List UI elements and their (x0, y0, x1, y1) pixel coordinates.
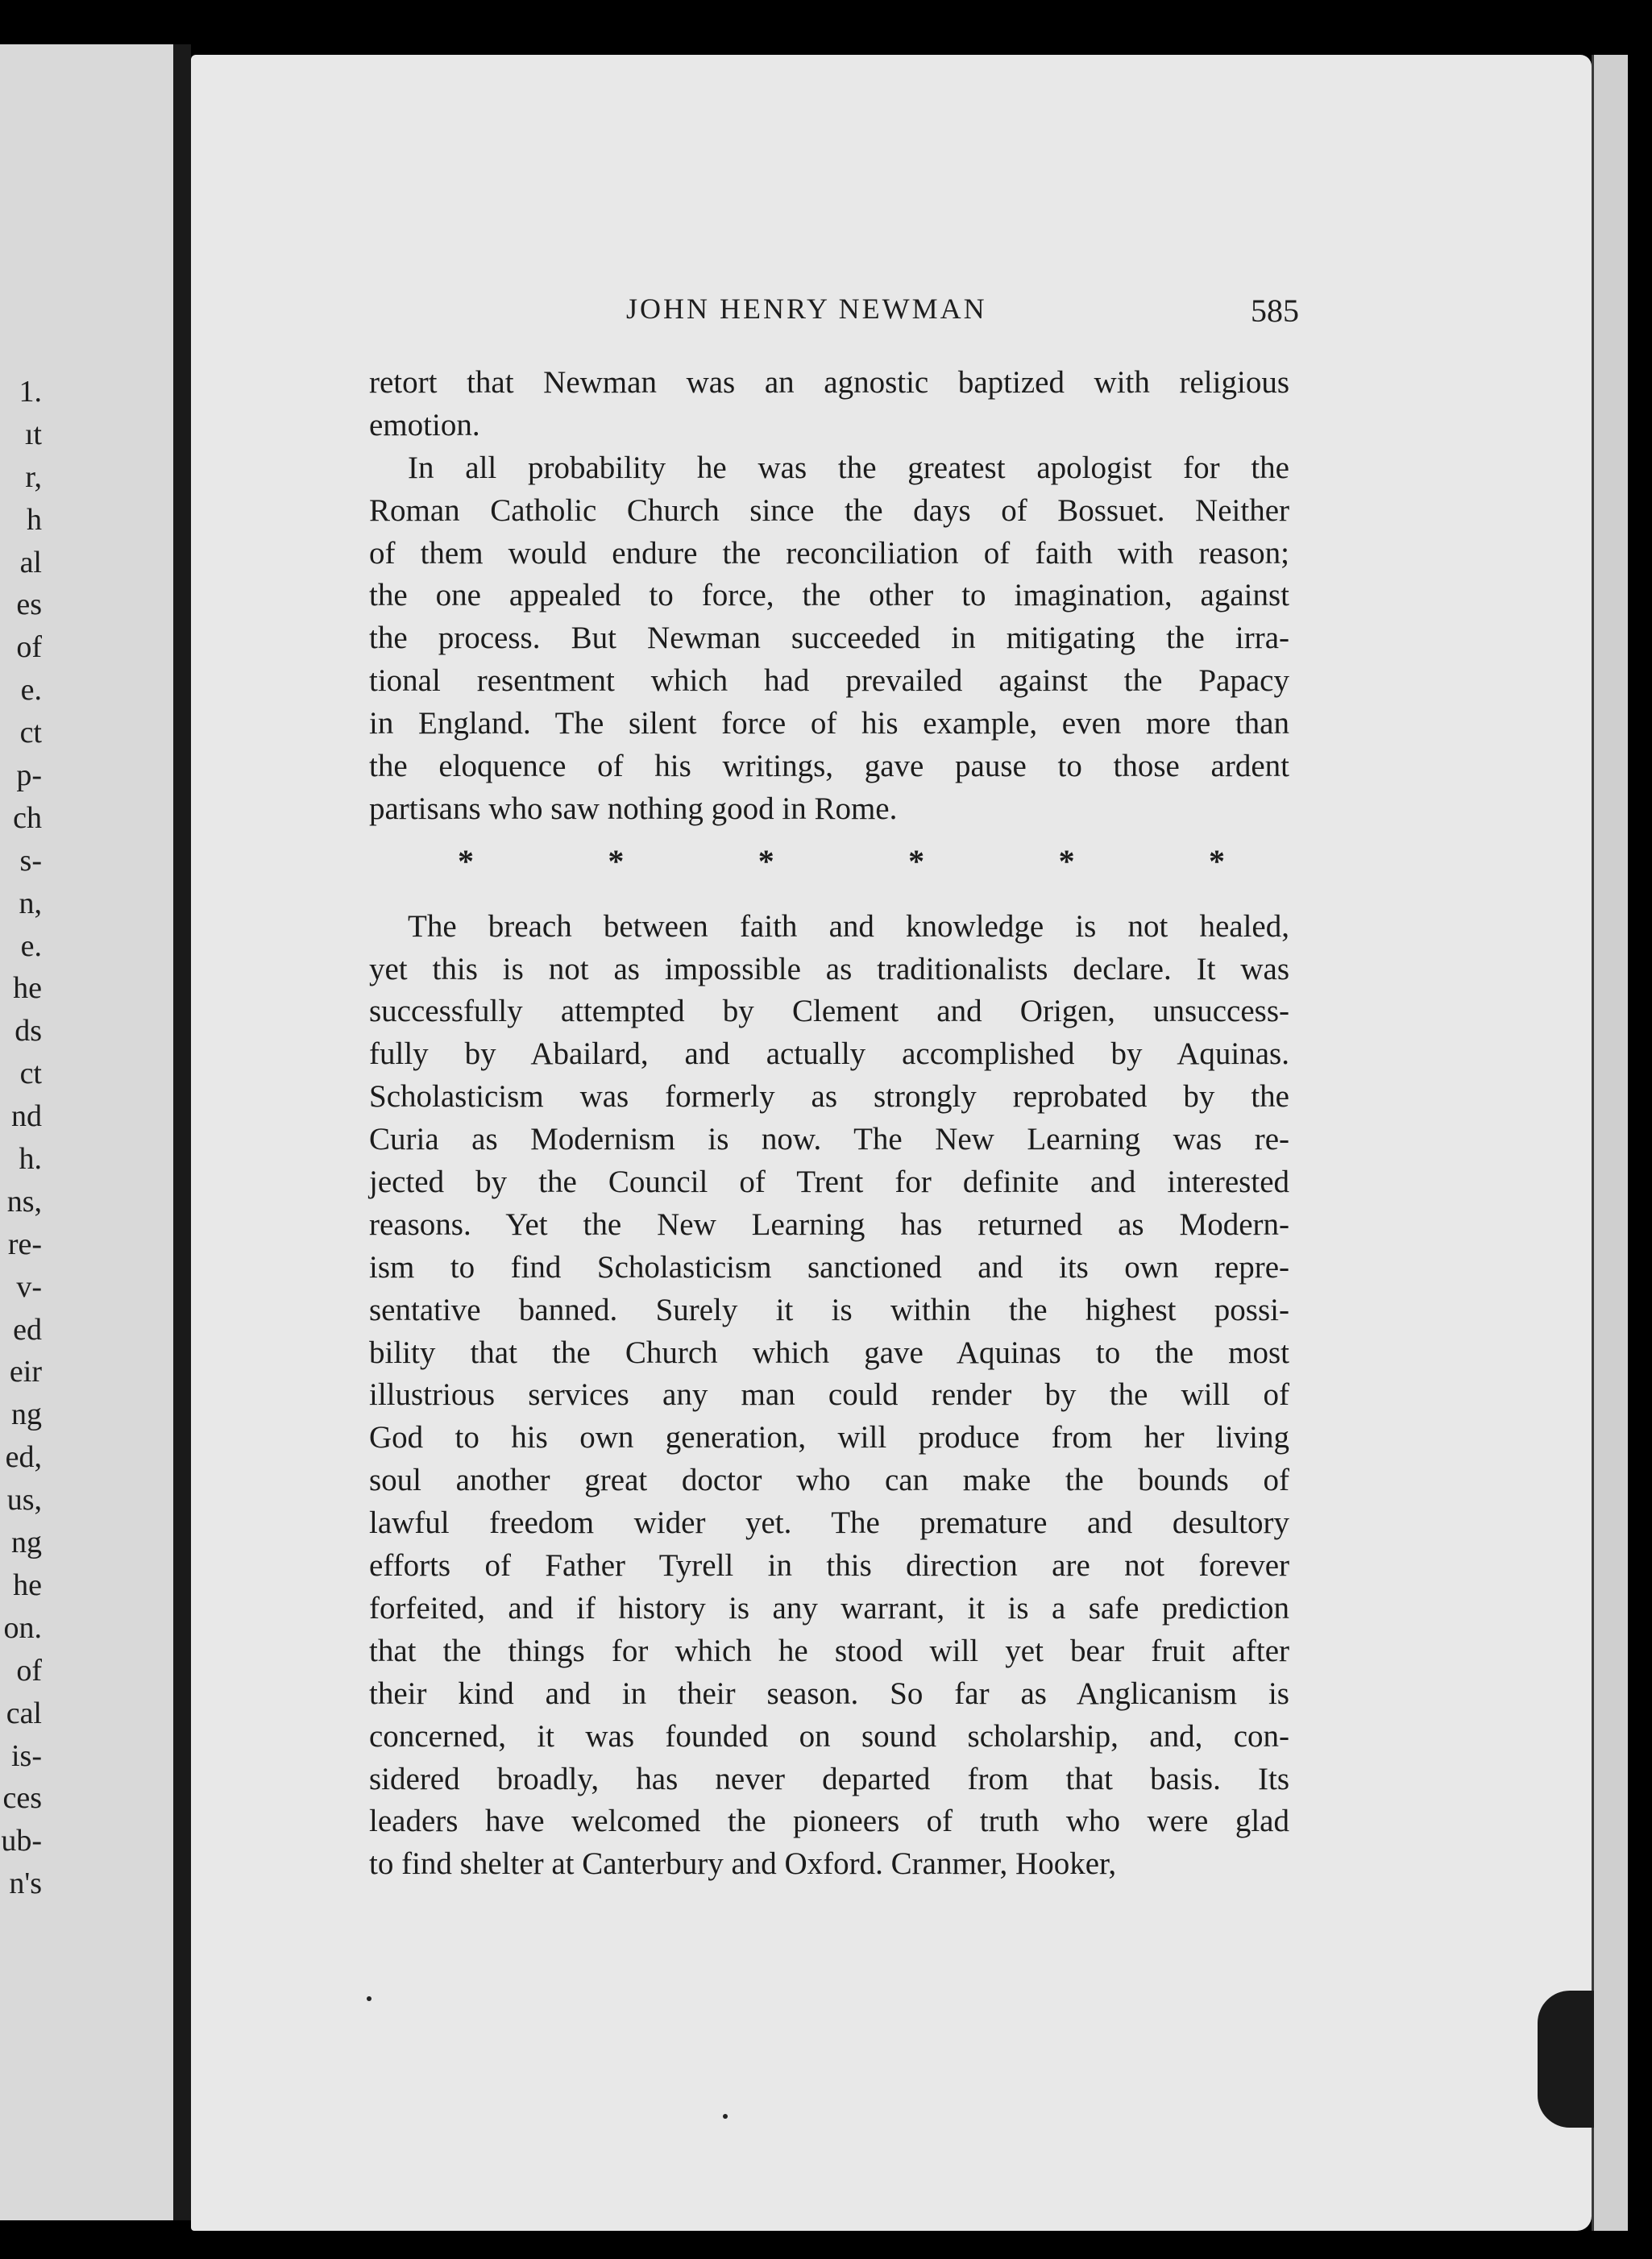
text-line: the one appealed to force, the other to imagination, against (369, 578, 1289, 613)
paragraph-3 (369, 906, 1289, 1886)
page-header (626, 292, 1299, 332)
text-line: illustrious services any man could render by the will of (369, 1377, 1289, 1413)
text-line: efforts of Father Tyrell in this direction are not forever (369, 1548, 1289, 1584)
facing-line-fragment: ıt (24, 417, 42, 451)
star-mark: * (1058, 842, 1075, 879)
facing-line-fragment: eir (9, 1355, 42, 1389)
facing-line-fragment: r, (25, 459, 42, 494)
facing-line-fragment: of (16, 1653, 42, 1688)
page-number: 585 (1251, 293, 1299, 329)
text-line: leaders have welcomed the pioneers of truth who were glad (369, 1804, 1289, 1839)
facing-line-fragment: ct (19, 716, 42, 750)
text-line: of them would endure the reconciliation of faith with reason; (369, 535, 1289, 571)
facing-line-fragment: is- (11, 1738, 42, 1773)
facing-page-line-endings (0, 371, 42, 1905)
text-line: retort that Newman was an agnostic baptized with religious (369, 365, 1289, 400)
text-line: The breach between faith and knowledge is not healed, (408, 908, 1289, 944)
facing-line-fragment: es (16, 588, 42, 622)
text-line: jected by the Council of Trent for definite and interested (369, 1165, 1289, 1200)
text-line: In all probability he was the greatest apologist for the (408, 450, 1289, 485)
text-line: partisans who saw nothing good in Rome. (369, 791, 898, 826)
facing-line-fragment: ng (11, 1397, 42, 1432)
facing-line-fragment: e. (20, 673, 42, 708)
facing-line-fragment: n's (9, 1867, 42, 1901)
facing-line-fragment: ns, (6, 1184, 42, 1219)
star-mark: * (908, 842, 925, 879)
text-line: lawful freedom wider yet. The premature and desultory (369, 1505, 1289, 1541)
facing-line-fragment: ng (11, 1526, 42, 1560)
page-edge (1592, 55, 1628, 2231)
star-mark: * (458, 842, 474, 879)
text-line: Curia as Modernism is now. The New Learning was re- (369, 1122, 1289, 1157)
star-mark: * (1208, 842, 1225, 879)
facing-line-fragment: re- (7, 1227, 42, 1261)
text-line: successfully attempted by Clement and Origen, unsuccess- (369, 994, 1289, 1029)
text-line: Scholasticism was formerly as strongly reprobated by the (369, 1079, 1289, 1115)
text-line: reasons. Yet the New Learning has returned as Modern- (369, 1206, 1289, 1242)
text-line: Roman Catholic Church since the days of Bossuet. Neither (369, 492, 1289, 528)
facing-line-fragment: h (27, 502, 42, 537)
text-line: in England. The silent force of his example, even more than (369, 706, 1289, 741)
text-line: to find shelter at Canterbury and Oxford. Cranmer, Hooker, (369, 1846, 1117, 1882)
text-line: yet this is not as impossible as traditionalists declare. It was (369, 951, 1289, 986)
facing-line-fragment: ed, (5, 1440, 42, 1475)
facing-line-fragment: ed (13, 1312, 42, 1347)
text-line: forfeited, and if history is any warrant, it is a safe prediction (369, 1590, 1289, 1626)
facing-line-fragment: nd (11, 1099, 42, 1134)
facing-line-fragment: ces (2, 1781, 42, 1816)
text-line: sidered broadly, has never departed from that basis. Its (369, 1761, 1289, 1796)
text-line: concerned, it was founded on sound scholarship, and, con- (369, 1718, 1289, 1754)
facing-line-fragment: n, (19, 886, 42, 920)
text-line: soul another great doctor who can make the bounds of (369, 1463, 1289, 1498)
text-line: the process. But Newman succeeded in mitigating the irra- (369, 621, 1289, 656)
facing-line-fragment: p- (16, 758, 42, 793)
facing-line-fragment: v- (16, 1269, 42, 1304)
text-line: sentative banned. Surely it is within the highest possi- (369, 1292, 1289, 1327)
facing-line-fragment: us, (6, 1483, 42, 1518)
text-line: emotion. (369, 407, 480, 442)
star-mark: * (758, 842, 774, 879)
facing-line-fragment: cal (6, 1696, 42, 1730)
running-title: JOHN HENRY NEWMAN (626, 293, 987, 325)
text-line: their kind and in their season. So far as Anglicanism is (369, 1676, 1289, 1711)
text-line: that the things for which he stood will yet bear fruit after (369, 1633, 1289, 1668)
speck (723, 2114, 728, 2119)
text-line: bility that the Church which gave Aquinas to the most (369, 1335, 1289, 1370)
facing-line-fragment: ds (15, 1014, 42, 1049)
facing-line-fragment: s- (19, 843, 42, 878)
body-text (369, 362, 1289, 1886)
facing-line-fragment: ct (19, 1057, 42, 1091)
facing-line-fragment: e. (20, 928, 42, 963)
text-line: ism to find Scholasticism sanctioned and its own repre- (369, 1249, 1289, 1285)
speck (367, 1996, 371, 2001)
text-line: tional resentment which had prevailed against the Papacy (369, 663, 1289, 699)
star-mark: * (608, 842, 625, 879)
section-break (369, 841, 1289, 883)
facing-line-fragment: he (13, 1568, 42, 1602)
facing-page (0, 44, 191, 2220)
facing-line-fragment: ch (13, 800, 42, 835)
facing-line-fragment: he (13, 971, 42, 1006)
facing-line-fragment: 1. (19, 375, 42, 409)
facing-line-fragment: on. (3, 1610, 42, 1645)
facing-line-fragment: of (16, 630, 42, 665)
paragraph-2 (369, 447, 1289, 831)
text-line: fully by Abailard, and actually accomplished by Aquinas. (369, 1036, 1289, 1072)
binding-shadow (1538, 1991, 1594, 2128)
paragraph-1 (369, 362, 1289, 447)
facing-line-fragment: h. (19, 1142, 42, 1177)
text-line: the eloquence of his writings, gave pause to those ardent (369, 749, 1289, 784)
facing-line-fragment: al (19, 545, 42, 579)
facing-line-fragment: ub- (1, 1824, 42, 1858)
text-line: God to his own generation, will produce from her living (369, 1420, 1289, 1455)
